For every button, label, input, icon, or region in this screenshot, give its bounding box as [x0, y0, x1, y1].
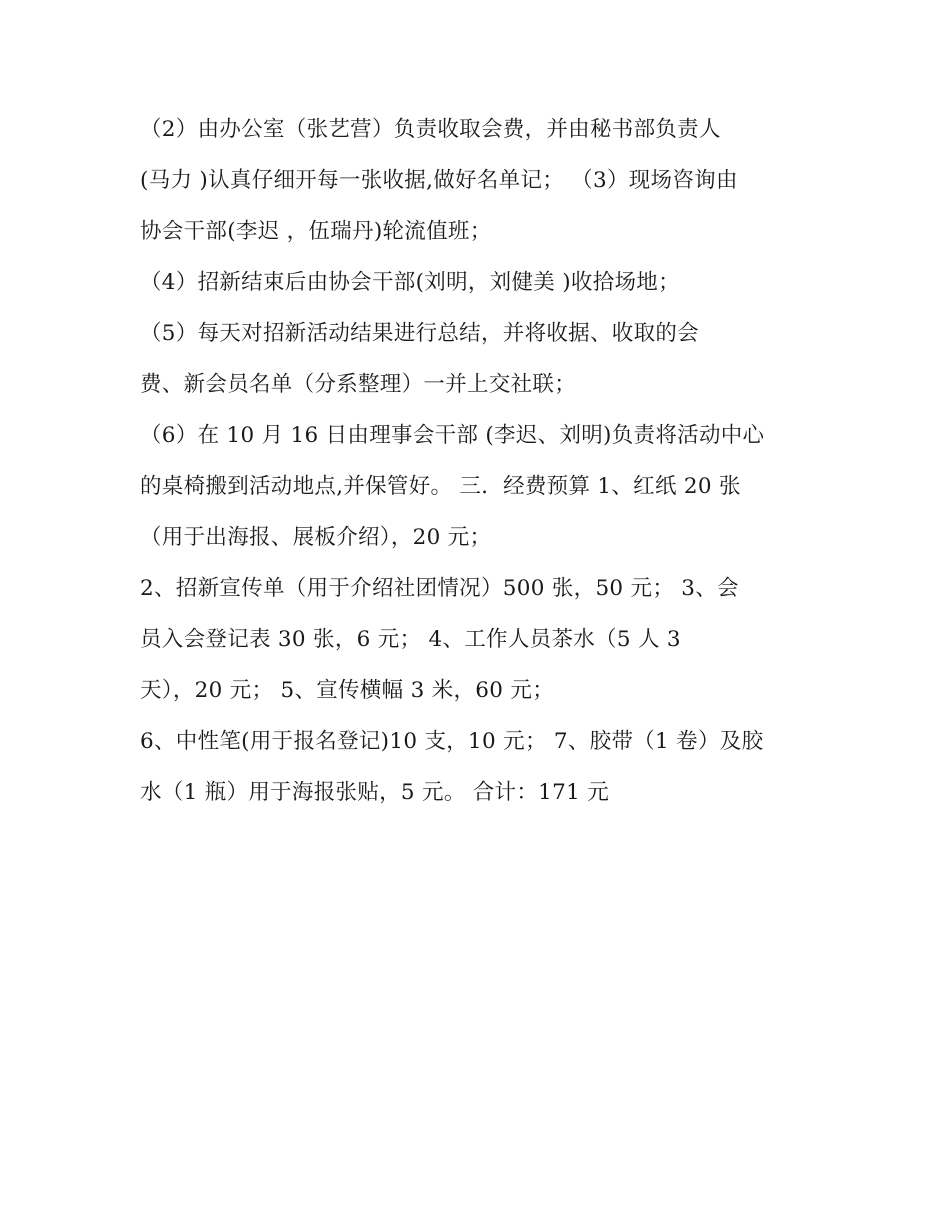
text-line: 水（1 瓶）用于海报张贴，5 元。 合计：171 元 [140, 780, 610, 805]
text-line: 天），20 元； 5、宣传横幅 3 米，60 元； [140, 678, 554, 703]
text-line: （6）在 10 月 16 日由理事会干部 (李迟、刘明)负责将活动中心 [140, 423, 765, 448]
text-line: （2）由办公室（张艺营）负责收取会费，并由秘书部负责人 [140, 117, 721, 142]
text-line: 员入会登记表 30 张，6 元； 4、工作人员茶水（5 人 3 [140, 627, 681, 652]
document-body [140, 104, 840, 818]
text-line: 协会干部(李迟 ，伍瑞丹)轮流值班； [140, 219, 492, 244]
text-line: 费、新会员名单（分系整理）一并上交社联； [140, 372, 577, 397]
text-line: 6、中性笔(用于报名登记)10 支，10 元； 7、胶带（1 卷）及胶 [140, 729, 764, 754]
text-line: （4）招新结束后由协会干部(刘明，刘健美 )收拾场地； [140, 270, 680, 295]
text-line: （用于出海报、展板介绍），20 元； [140, 525, 492, 550]
text-line: （5）每天对招新活动结果进行总结，并将收据、收取的会 [140, 321, 699, 346]
text-line: (马力 )认真仔细开每一张收据,做好名单记； （3）现场咨询由 [140, 168, 738, 193]
text-line: 2、招新宣传单（用于介绍社团情况）500 张，50 元； 3、会 [140, 576, 739, 601]
text-line: 的桌椅搬到活动地点,并保管好。 三．经费预算 1、红纸 20 张 [140, 474, 741, 499]
